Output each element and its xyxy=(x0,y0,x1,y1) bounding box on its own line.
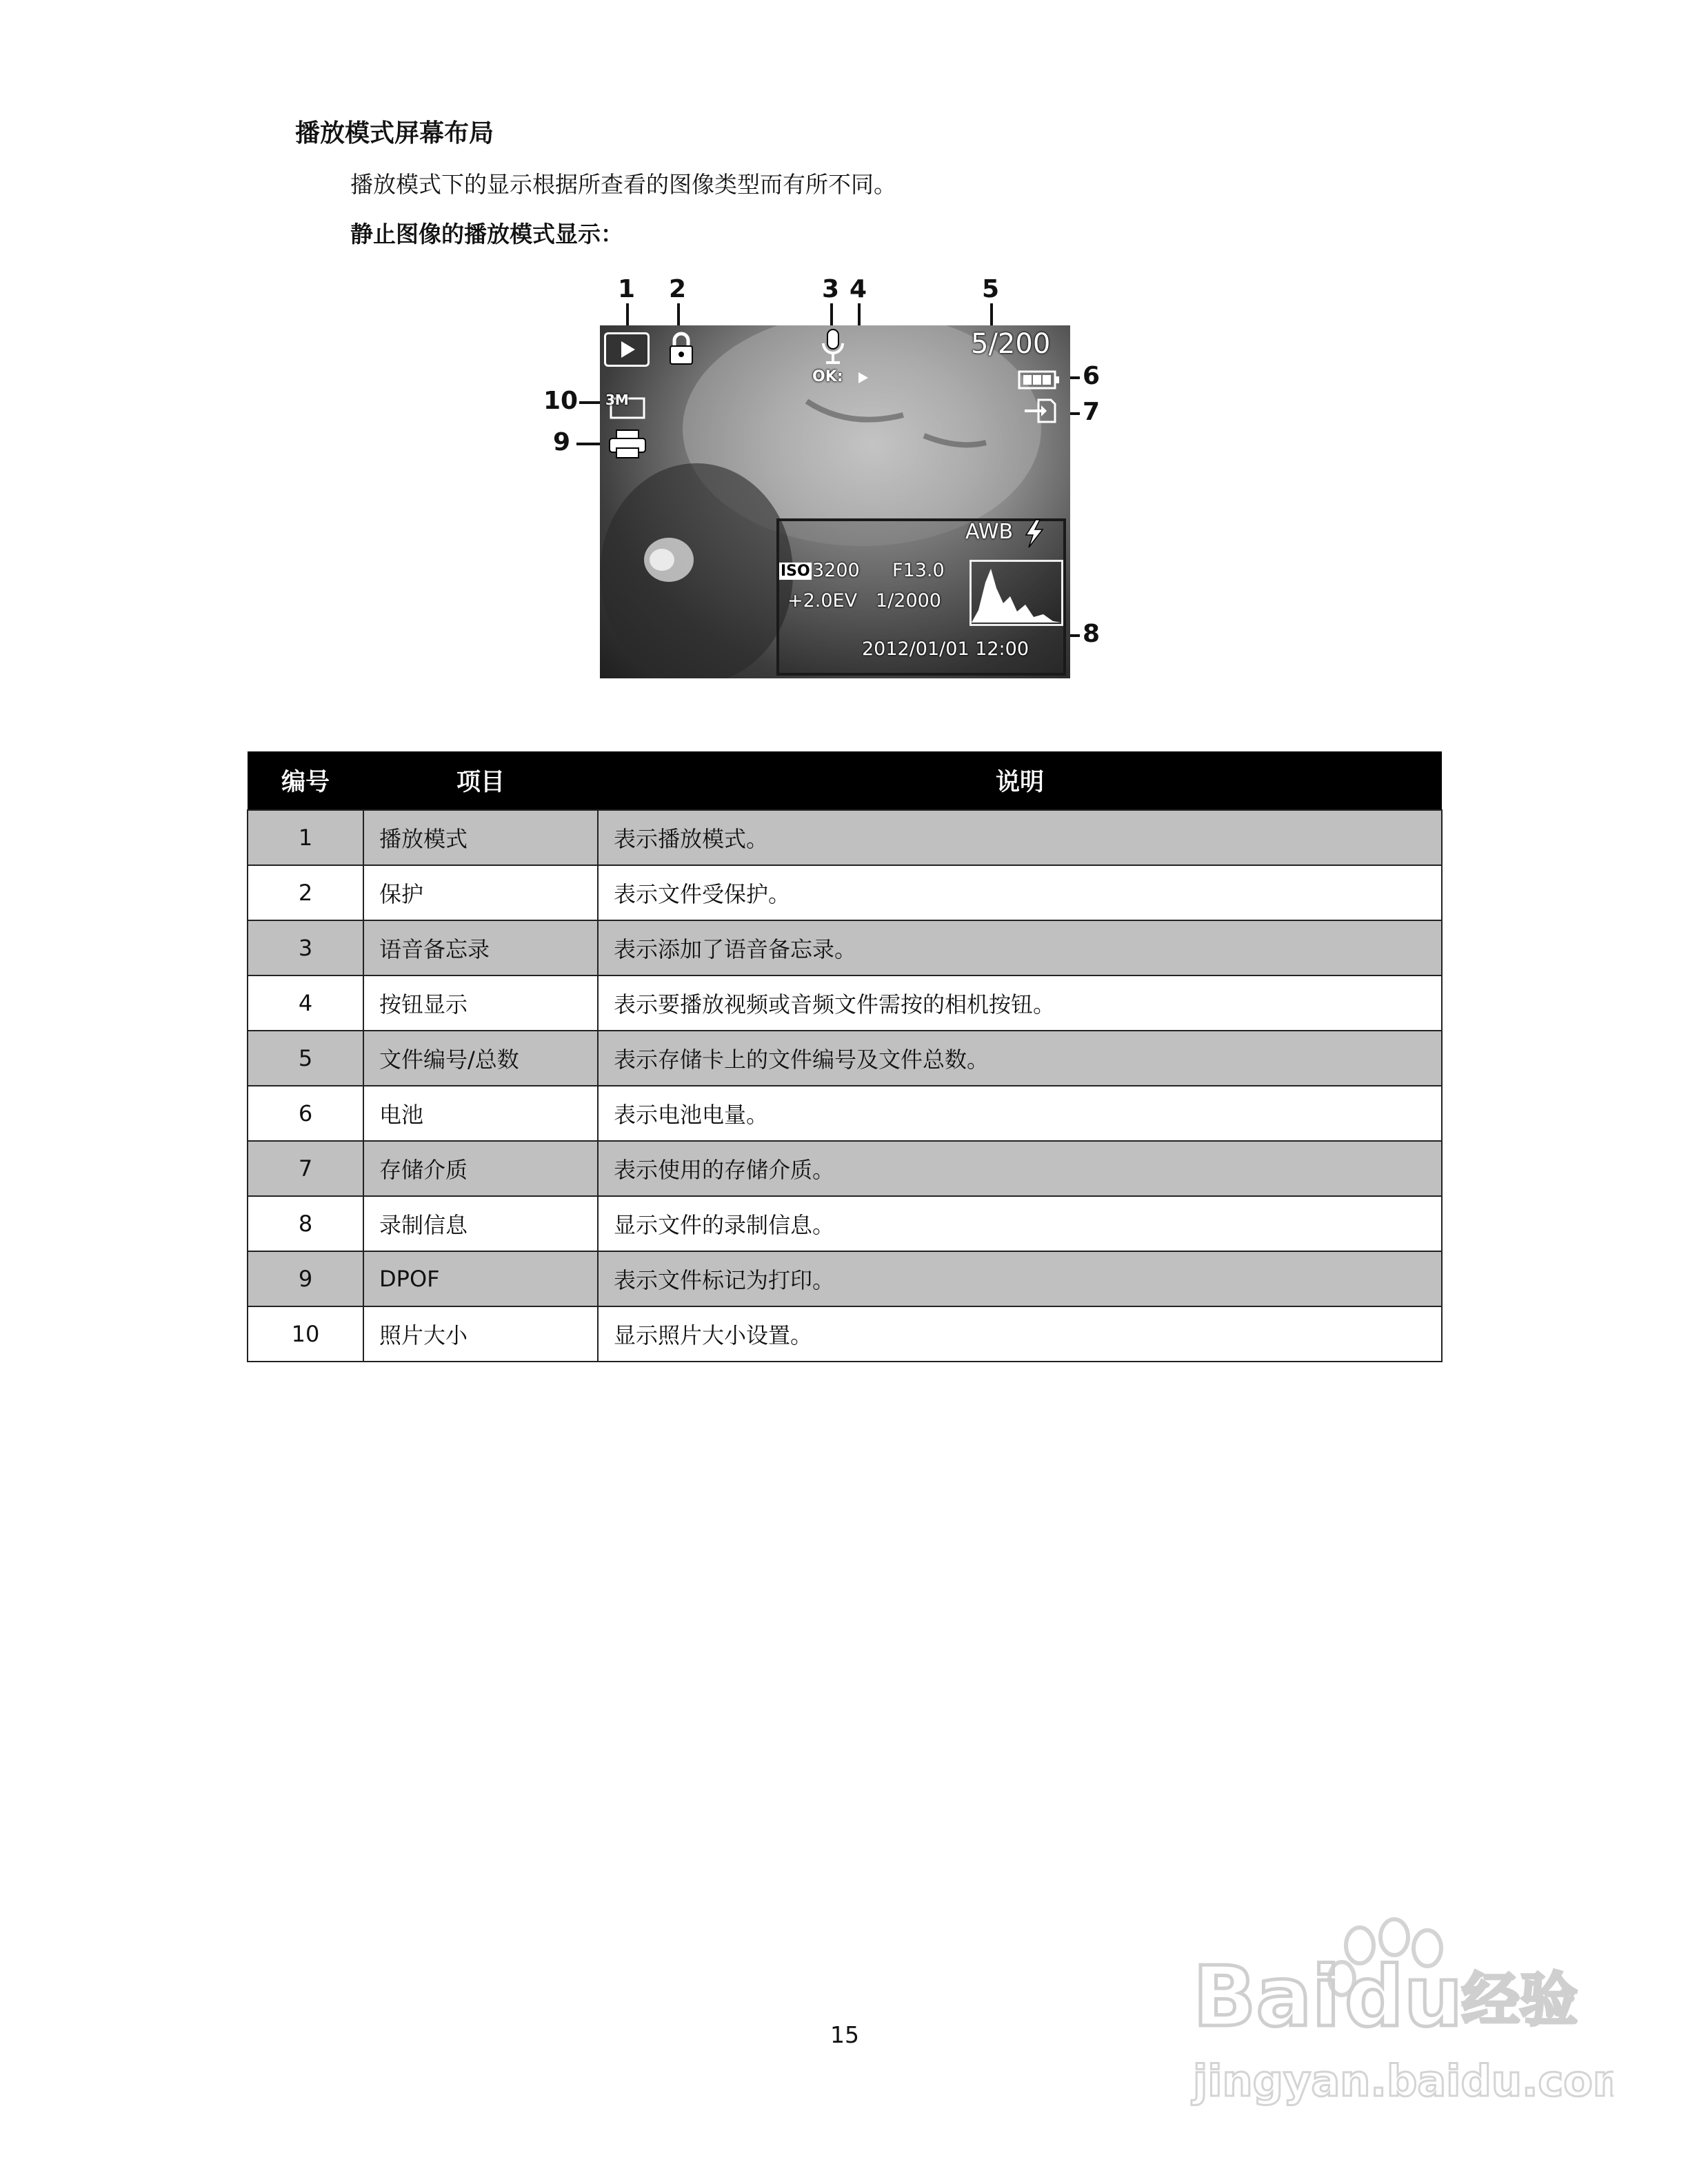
svg-text:du: du xyxy=(1345,1950,1463,2045)
row-item: 保护 xyxy=(363,865,598,920)
row-item: 按钮显示 xyxy=(363,975,598,1031)
row-description: 表示存储卡上的文件编号及文件总数。 xyxy=(598,1031,1442,1086)
table-header-row xyxy=(248,751,1442,810)
intro-paragraph: 播放模式下的显示根据所查看的图像类型而有所不同。 xyxy=(350,171,896,198)
row-item: 电池 xyxy=(363,1086,598,1141)
table-row xyxy=(248,1196,1442,1251)
table-row xyxy=(248,920,1442,975)
flash-icon xyxy=(1022,518,1045,549)
row-number: 3 xyxy=(248,920,363,975)
callout-7: 7 xyxy=(1083,398,1101,426)
playback-screen-figure xyxy=(538,276,1131,689)
playback-mode-icon xyxy=(604,332,650,367)
callout-10: 10 xyxy=(543,387,579,415)
row-item: 文件编号/总数 xyxy=(363,1031,598,1086)
callout-4: 4 xyxy=(850,275,867,303)
section-title: 播放模式屏幕布局 xyxy=(295,119,494,148)
table-row xyxy=(248,1141,1442,1196)
microphone-icon xyxy=(819,328,847,365)
lock-icon xyxy=(666,331,696,367)
callout-8: 8 xyxy=(1083,620,1101,648)
row-description: 表示电池电量。 xyxy=(598,1086,1442,1141)
svg-text:jingyan.baidu.com: jingyan.baidu.com xyxy=(1193,2056,1614,2106)
play-triangle-icon xyxy=(856,371,870,385)
exposure-compensation: +2.0EV xyxy=(787,590,858,611)
row-description: 表示要播放视频或音频文件需按的相机按钮。 xyxy=(598,975,1442,1031)
row-description: 显示文件的录制信息。 xyxy=(598,1196,1442,1251)
row-description: 表示文件标记为打印。 xyxy=(598,1251,1442,1306)
callout-2: 2 xyxy=(669,275,687,303)
baidu-jingyan-watermark xyxy=(1186,1910,1614,2116)
svg-text:Bai: Bai xyxy=(1193,1950,1340,2045)
header-item: 项目 xyxy=(363,751,598,810)
legend-table xyxy=(247,751,1443,1362)
callout-3: 3 xyxy=(822,275,840,303)
table-row xyxy=(248,975,1442,1031)
printer-icon xyxy=(608,429,647,459)
baidu-paw-logo xyxy=(1186,1910,1614,2116)
date-time: 2012/01/01 12:00 xyxy=(862,638,1029,660)
row-item: 照片大小 xyxy=(363,1306,598,1362)
row-number: 6 xyxy=(248,1086,363,1141)
histogram xyxy=(969,560,1063,626)
battery-icon xyxy=(1018,370,1061,390)
file-counter: 5/200 xyxy=(971,328,1051,360)
callout-9: 9 xyxy=(553,428,571,456)
table-row xyxy=(248,1086,1442,1141)
row-number: 10 xyxy=(248,1306,363,1362)
row-number: 5 xyxy=(248,1031,363,1086)
storage-media-icon xyxy=(1023,397,1058,425)
row-number: 7 xyxy=(248,1141,363,1196)
table-row xyxy=(248,1306,1442,1362)
callout-6: 6 xyxy=(1083,362,1101,390)
row-number: 4 xyxy=(248,975,363,1031)
aperture-value: F13.0 xyxy=(892,560,945,581)
row-description: 表示播放模式。 xyxy=(598,810,1442,865)
awb-indicator: AWB xyxy=(965,520,1014,544)
row-item: 录制信息 xyxy=(363,1196,598,1251)
row-description: 表示文件受保护。 xyxy=(598,865,1442,920)
table-row xyxy=(248,865,1442,920)
table-row xyxy=(248,1251,1442,1306)
row-description: 表示添加了语音备忘录。 xyxy=(598,920,1442,975)
row-number: 9 xyxy=(248,1251,363,1306)
camera-screen xyxy=(600,325,1070,678)
photo-size-icon: 3M xyxy=(604,392,647,419)
row-item: 存储介质 xyxy=(363,1141,598,1196)
leader-line xyxy=(576,443,600,445)
ok-button-hint: OK: xyxy=(812,368,843,385)
leader-line xyxy=(579,401,603,404)
callout-1: 1 xyxy=(618,275,636,303)
row-description: 表示使用的存储介质。 xyxy=(598,1141,1442,1196)
row-item: 语音备忘录 xyxy=(363,920,598,975)
shutter-speed: 1/2000 xyxy=(876,590,941,611)
svg-text:经验: 经验 xyxy=(1462,1966,1578,2034)
row-description: 显示照片大小设置。 xyxy=(598,1306,1442,1362)
header-description: 说明 xyxy=(598,751,1442,810)
iso-value: 3200 xyxy=(812,560,860,581)
row-number: 1 xyxy=(248,810,363,865)
callout-5: 5 xyxy=(982,275,1000,303)
row-item: DPOF xyxy=(363,1251,598,1306)
row-number: 2 xyxy=(248,865,363,920)
iso-label: ISO xyxy=(781,563,810,580)
table-row xyxy=(248,810,1442,865)
table-row xyxy=(248,1031,1442,1086)
row-number: 8 xyxy=(248,1196,363,1251)
row-item: 播放模式 xyxy=(363,810,598,865)
header-number: 编号 xyxy=(248,751,363,810)
subheading: 静止图像的播放模式显示： xyxy=(350,221,623,247)
page-number: 15 xyxy=(830,2021,859,2048)
